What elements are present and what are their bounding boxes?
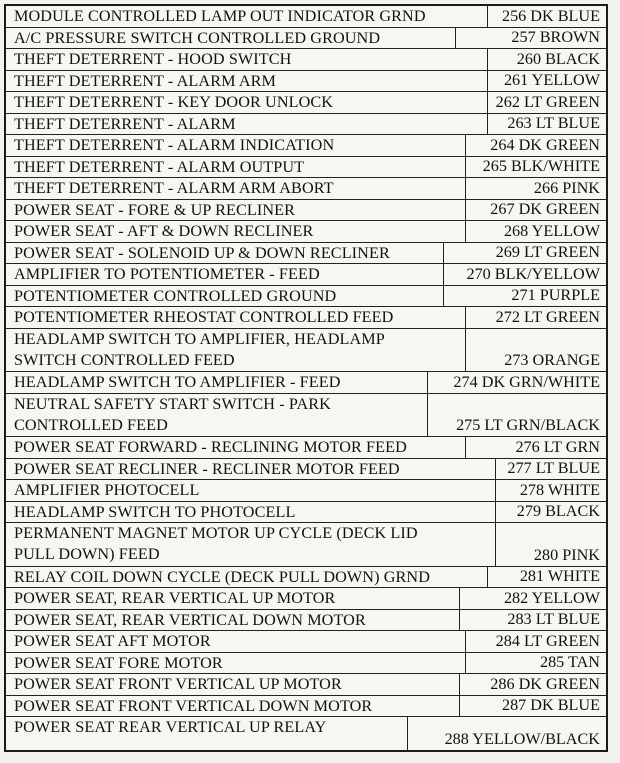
table-row: [6, 92, 606, 114]
circuit-description: POWER SEAT, REAR VERTICAL UP MOTOR: [6, 588, 460, 609]
circuit-description: POTENTIOMETER RHEOSTAT CONTROLLED FEED: [6, 307, 466, 328]
circuit-number-color: 287 DK BLUE: [501, 696, 600, 714]
circuit-number-color: 284 LT GREEN: [495, 632, 600, 650]
circuit-description: RELAY COIL DOWN CYCLE (DECK PULL DOWN) GRND: [6, 567, 488, 587]
circuit-number-color: 281 WHITE: [519, 567, 600, 585]
table-row: [6, 502, 606, 523]
circuit-number-color: 260 BLACK: [516, 50, 600, 68]
circuit-number-color: 279 BLACK: [516, 502, 600, 520]
circuit-number-color: 267 DK GREEN: [490, 200, 600, 218]
circuit-description: POWER SEAT FORWARD - RECLINING MOTOR FEED: [6, 437, 466, 458]
table-row: [6, 221, 606, 243]
circuit-description: A/C PRESSURE SWITCH CONTROLLED GROUND: [6, 28, 456, 48]
table-row: [6, 459, 606, 480]
circuit-description: POWER SEAT RECLINER - RECLINER MOTOR FEED: [6, 459, 496, 479]
table-row: [6, 717, 606, 750]
table-row: [6, 71, 606, 92]
table-row: [6, 674, 606, 696]
circuit-number-color: 257 BROWN: [511, 28, 600, 46]
circuit-description: AMPLIFIER TO POTENTIOMETER - FEED: [6, 264, 444, 285]
table-row: [6, 329, 606, 372]
circuit-number-color: 256 DK BLUE: [501, 7, 600, 25]
circuit-number-color: 263 LT BLUE: [507, 114, 600, 132]
circuit-number-color: 265 BLK/WHITE: [482, 157, 600, 175]
table-row: [6, 394, 606, 437]
circuit-description: HEADLAMP SWITCH TO PHOTOCELL: [6, 502, 496, 522]
table-row: [6, 610, 606, 631]
circuit-description: POWER SEAT REAR VERTICAL UP RELAY: [6, 717, 408, 750]
circuit-description: HEADLAMP SWITCH TO AMPLIFIER - FEED: [6, 372, 428, 393]
circuit-description: THEFT DETERRENT - KEY DOOR UNLOCK: [6, 92, 488, 113]
circuit-description: POWER SEAT - FORE & UP RECLINER: [6, 200, 466, 220]
circuit-description: THEFT DETERRENT - ALARM ARM: [6, 71, 488, 91]
circuit-description: HEADLAMP SWITCH TO AMPLIFIER, HEADLAMP SWITCH CONTROLLED FEED: [6, 329, 466, 371]
circuit-description: POWER SEAT - SOLENOID UP & DOWN RECLINER: [6, 243, 444, 263]
circuit-description: THEFT DETERRENT - ALARM INDICATION: [6, 135, 466, 156]
table-row: [6, 653, 606, 674]
circuit-number-color: 261 YELLOW: [503, 71, 600, 89]
circuit-number-color: 272 LT GREEN: [495, 308, 600, 326]
table-row: [6, 28, 606, 49]
circuit-description: POWER SEAT AFT MOTOR: [6, 631, 466, 652]
circuit-number-color: 274 DK GRN/WHITE: [453, 373, 600, 391]
table-row: [6, 588, 606, 610]
table-row: [6, 157, 606, 178]
table-row: [6, 243, 606, 264]
circuit-description: AMPLIFIER PHOTOCELL: [6, 480, 496, 501]
circuit-description: POWER SEAT FORE MOTOR: [6, 653, 466, 673]
table-row: [6, 286, 606, 307]
table-row: [6, 114, 606, 135]
circuit-number-color: 264 DK GREEN: [490, 136, 600, 154]
circuit-number-color: 266 PINK: [533, 179, 600, 197]
circuit-number-color: 288 YELLOW/BLACK: [444, 730, 600, 748]
circuit-description: POWER SEAT - AFT & DOWN RECLINER: [6, 221, 466, 242]
circuit-description: POWER SEAT FRONT VERTICAL UP MOTOR: [6, 674, 460, 695]
circuit-number-color: 280 PINK: [533, 546, 600, 564]
circuit-number-color: 283 LT BLUE: [507, 610, 600, 628]
circuit-number-color: 275 LT GRN/BLACK: [456, 416, 600, 434]
table-row: [6, 631, 606, 653]
table-row: [6, 480, 606, 502]
circuit-description: PERMANENT MAGNET MOTOR UP CYCLE (DECK LID PULL DOWN) FEED: [6, 523, 496, 566]
table-row: [6, 178, 606, 200]
table-row: [6, 437, 606, 459]
table-row: [6, 135, 606, 157]
circuit-number-color: 278 WHITE: [519, 481, 600, 499]
circuit-description: THEFT DETERRENT - ALARM OUTPUT: [6, 157, 466, 177]
table-row: [6, 696, 606, 717]
table-row: [6, 307, 606, 329]
circuit-description: POWER SEAT, REAR VERTICAL DOWN MOTOR: [6, 610, 460, 630]
table-row: [6, 372, 606, 394]
table-row: [6, 523, 606, 567]
table-row: [6, 49, 606, 71]
circuit-number-color: 271 PURPLE: [511, 286, 600, 304]
circuit-number-color: 262 LT GREEN: [495, 93, 600, 111]
circuit-description: THEFT DETERRENT - ALARM ARM ABORT: [6, 178, 466, 199]
circuit-number-color: 268 YELLOW: [503, 222, 600, 240]
circuit-number-color: 285 TAN: [539, 653, 600, 671]
circuit-number-color: 269 LT GREEN: [495, 243, 600, 261]
circuit-description: POTENTIOMETER CONTROLLED GROUND: [6, 286, 444, 306]
circuit-number-color: 282 YELLOW: [503, 589, 600, 607]
table-row: [6, 264, 606, 286]
circuit-number-color: 273 ORANGE: [504, 351, 600, 369]
circuit-description: THEFT DETERRENT - HOOD SWITCH: [6, 49, 488, 70]
circuit-number-color: 277 LT BLUE: [507, 459, 600, 477]
circuit-description: NEUTRAL SAFETY START SWITCH - PARK CONTROLLED FEED: [6, 394, 428, 436]
circuit-description: POWER SEAT FRONT VERTICAL DOWN MOTOR: [6, 696, 460, 716]
circuit-number-color: 286 DK GREEN: [490, 675, 600, 693]
wire-circuit-table: [4, 4, 608, 752]
table-row: [6, 6, 606, 28]
circuit-description: MODULE CONTROLLED LAMP OUT INDICATOR GRND: [6, 6, 488, 27]
circuit-number-color: 270 BLK/YELLOW: [466, 265, 600, 283]
table-row: [6, 567, 606, 588]
circuit-number-color: 276 LT GRN: [515, 438, 600, 456]
circuit-description: THEFT DETERRENT - ALARM: [6, 114, 488, 134]
table-row: [6, 200, 606, 221]
